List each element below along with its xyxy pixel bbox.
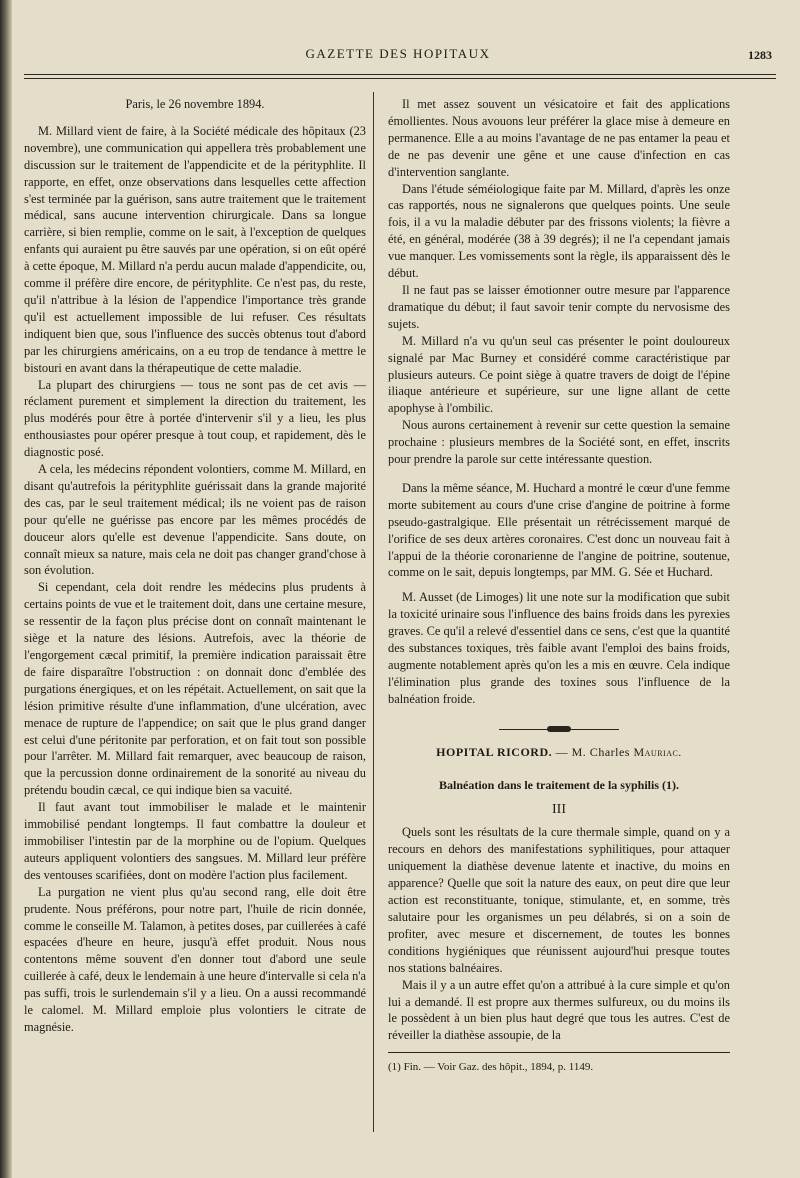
column-divider	[373, 92, 374, 1132]
header-rule-bottom	[24, 78, 776, 79]
paragraph: La purgation ne vient plus qu'au second rang, elle doit être prudente. Nous préférons, pour notre part, l'huile de ricin donnée, comme le conseille M. Talamon, à petites doses, par cuillerées à café espacées d'heure en heure, jusqu'à effet produit. Nous nous contentons même souvent d'en donner tout d'abord une seule cuillerée à café, deux le lendemain à une heure d'intervalle si cela n'a pas suffi, trois le surlendemain s'il y a lieu. On a aussi recommandé le calomel. M. Millard emploie plus volontiers le citrate de magnésie.	[24, 884, 366, 1034]
right-column	[388, 96, 730, 1076]
page-binding-edge	[0, 0, 12, 1178]
paragraph-gap	[388, 581, 730, 589]
paragraph: Si cependant, cela doit rendre les médecins plus prudents à certains points de vue et le traitement doit, dans une certaine mesure, se ressentir de la façon plus précise dont on connaît maintenant le siège et la nature des lésions. Autrefois, avec la théorie de l'engorgement cæcal primitif, la première indication paraissait être de faire disparaître l'obstruction : on donnait donc d'emblée des purgations énergiques, et on les répétait. Actuellement, on sait que la lésion primitive résulte d'une inflammation, d'une ulcération, avec menace de rupture de l'appendice; on sait que le plus grand danger est celui d'une péritonite par perforation, et on fait tout son possible pour l'arrêter. M. Millard fait remarquer, avec beaucoup de raison, que la percussion donne ordinairement de la sonorité au niveau du prétendu boudin cæcal, ce qui indique bien sa vacuité.	[24, 580, 366, 798]
paragraph: La plupart des chirurgiens — tous ne sont pas de cet avis — réclament purement et simplement la direction du traitement, les plus modérés pour être à portée d'intervenir s'il y a lieu, les plus enthousiastes pour opérer presque à tout coup, et rapidement, dès le diagnostic posé.	[24, 377, 366, 460]
running-title: GAZETTE DES HOPITAUX	[305, 46, 491, 61]
paragraph: Il ne faut pas se laisser émotionner outre mesure par l'apparence dramatique du début; il faut savoir tenir compte du nervosisme des sujets.	[388, 282, 730, 331]
dateline: Paris, le 26 novembre 1894.	[125, 97, 265, 111]
heading-dash: — M. Charles	[552, 744, 634, 759]
paragraph: Dans l'étude séméiologique faite par M. Millard, d'après les onze cas rapportés, nous ne signalerons que quelques points. Une seule fois, il a vu la maladie débuter par des frissons violents; la fièvre a été, en général, modérée (38 à 39 degrés); il ne l'a cependant jamais vue manquer. Les vomissements sont la règle, ils apparaissent dès le début.	[388, 181, 730, 281]
author-name: Mauriac.	[633, 744, 682, 759]
part-number: III	[552, 801, 566, 817]
paragraph-gap	[388, 468, 730, 480]
paragraph: M. Millard vient de faire, à la Société médicale des hôpitaux (23 novembre), une communication qui appellera très probablement une discussion sur le traitement de l'appendicite et de la pérityphlite. Il rapporte, en effet, onze observations dans lesquelles cette affection s'est terminée par la guérison, sans autre traitement que le traitement médical, sans aucune intervention chirurgicale. Dans sa longue carrière, si bien remplie, comme on le sait, à l'exception de quelques enfants qui auraient pu être sauvés par une opération, si on eût opéré à cette époque, M. Millard n'a perdu aucun malade d'appendicite, ou, comme il préfère dire encore, de pérityphlite. Ce n'est pas, du reste, qu'il n'attribue à la lésion de l'appendice l'importance très grande qu'il est actuellement impossible de lui refuser. Ces résultats indiquent bien que, sous l'influence des succès obtenus tout d'abord par les chirurgiens américains, on a eu trop de tendance à mettre le bistouri en avant dans la thérapeutique de cette maladie.	[24, 123, 366, 375]
paragraph: Quels sont les résultats de la cure thermale simple, quand on y a recours en dehors des manifestations syphilitiques, pour attaquer uniquement la diathèse devenue latente et inactive, du moins en apparence? Quelle que soit la nature des eaux, on peut dire que leur action est reconstituante, tonique, stimulante, et, en somme, très salutaire pour les organismes un peu délabrés, si on a soin de profiter, avec mesure et discernement, de toutes les bonnes conditions hygiéniques que réunissent aujourd'hui presque toutes nos stations balnéaires.	[388, 825, 730, 975]
section-heading	[388, 744, 730, 761]
footnote: (1) Fin. — Voir Gaz. des hôpit., 1894, p. 1149.	[388, 1061, 594, 1074]
section-ornament	[499, 726, 619, 732]
page-header	[24, 46, 772, 70]
paragraph: Mais il y a un autre effet qu'on a attribué à la cure simple et qu'on lui a demandé. Il est propre aux thermes sulfureux, ou du moins ils le possèdent à un bien plus haut degré que tous les autres. C'est de réveiller la diathèse assoupie, de la	[388, 977, 730, 1043]
article-subtitle: Balnéation dans le traitement de la syphilis (1).	[438, 777, 679, 792]
paragraph: M. Millard n'a vu qu'un seul cas présenter le point douloureux signalé par Mac Burney et considéré comme caractéristique par plusieurs auteurs. Ce point siège à quatre travers de doigt de l'épine iliaque antérieure et supérieure, sur une ligne allant de cette apophyse à l'ombilic.	[388, 333, 730, 416]
paragraph: Dans la même séance, M. Huchard a montré le cœur d'une femme morte subitement au cours d'une crise d'angine de poitrine à forme pseudo-gastralgique. Elle présentait un rétrécissement marqué de l'orifice de ses deux artères coronaires. C'est donc un nouveau fait à l'appui de la théorie coronarienne de l'angine de poitrine, soutenue, comme on le sait, depuis longtemps, par MM. G. Sée et Huchard.	[388, 480, 730, 580]
paragraph: Il faut avant tout immobiliser le malade et le maintenir immobilisé pendant longtemps. Il faut combattre la douleur et immobiliser l'intestin par de la morphine ou de l'opium. Quelques auteurs appliquent volontiers des sangsues. M. Millard leur préfère des ventouses scarifiées, dont on modère l'action plus facilement.	[24, 800, 366, 882]
paragraph: M. Ausset (de Limoges) lit une note sur la modification que subit la toxicité urinaire sous l'influence des bains froids dans les pyrexies graves. Ce qu'il a relevé d'essentiel dans ce sens, c'est que la quantité des substances toxiques, très faible avant l'emploi des bains froids, augmente notablement après qu'on les a mis en œuvre. Cela indique l'élimination plus grande des toxines sous l'influence de la balnéation froide.	[388, 590, 730, 706]
hospital-name: HOPITAL RICORD.	[436, 744, 553, 759]
paragraph: Il met assez souvent un vésicatoire et fait des applications émollientes. Nous avouons leur préférer la glace mise à demeure en permanence. Elle a au moins l'avantage de ne pas entamer la peau et de ne pas devenir une gêne et une cause d'infection en cas d'intervention sanglante.	[388, 97, 730, 179]
paragraph: A cela, les médecins répondent volontiers, comme M. Millard, en disant qu'autrefois la pérityphlite guérissait dans la grande majorité des cas, par le seul traitement médical; ils ne voient pas de raison pour qu'elle ne guérisse pas encore par les mêmes procédés de douceur alors qu'elle est devenue l'appendicite. Sans doute, on connaît mieux sa nature, mais cela ne doit pas changer grand'chose à son évolution.	[24, 462, 366, 578]
header-rule-top	[24, 74, 776, 75]
paragraph: Nous aurons certainement à revenir sur cette question la semaine prochaine : plusieurs membres de la Société sont, en effet, inscrits pour prendre la parole sur cette intéressante question.	[388, 418, 730, 467]
page-number: 1283	[748, 48, 772, 62]
left-column	[24, 96, 366, 1036]
footnote-rule	[388, 1052, 730, 1053]
